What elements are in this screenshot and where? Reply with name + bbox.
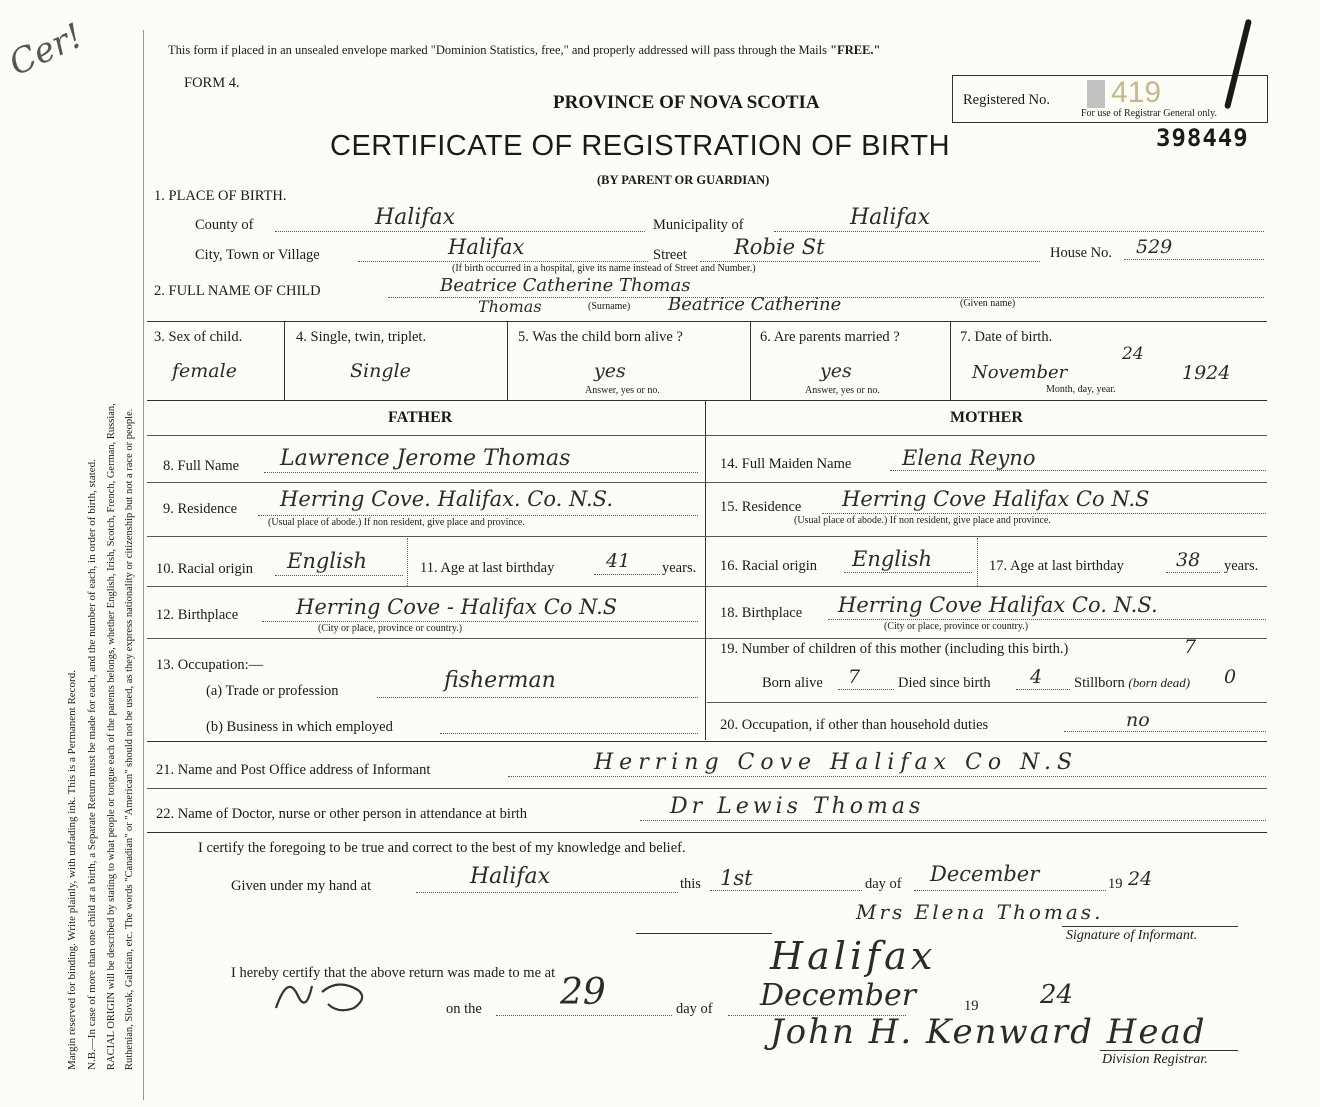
father-birthplace-label: 12. Birthplace — [156, 607, 239, 623]
mother-age-value: 38 — [1176, 549, 1201, 571]
county-value: Halifax — [375, 205, 456, 230]
father-heading: FATHER — [388, 409, 453, 426]
margin-note-nb: N.B.—In case of more than one child at a birth, a Separate Return must be made for each, and the number of each, in order of birth, stated. — [86, 459, 98, 1070]
informant-signature: Mrs Elena Thomas. — [856, 900, 1104, 924]
registrar-year-prefix: 19 — [964, 998, 979, 1014]
born-alive-value: yes — [594, 360, 626, 382]
margin-note-racial-origin-2: Ruthenian, Slovak, Galician, etc. The words "Canadian" or "American" should not be used, as they express nationality or citizenship but not a race or people. — [124, 408, 135, 1070]
child-name-value: Beatrice Catherine Thomas — [440, 275, 691, 296]
mother-age-label: 17. Age at last birthday — [989, 558, 1124, 574]
street-label: Street — [653, 247, 687, 263]
registered-number: 419 — [1111, 76, 1162, 109]
registrar-day-value: 29 — [560, 972, 606, 1013]
registrar-initials-mark — [268, 968, 388, 1018]
margin-note-racial-origin: RACIAL ORIGIN will be described by stating to what people or tongue each of the parents belongs, whether English, Irish, Scotch, French, German, Russian, — [106, 403, 117, 1070]
father-age-label: 11. Age at last birthday — [420, 560, 555, 576]
mother-birthplace-value: Herring Cove Halifax Co. N.S. — [838, 593, 1158, 617]
mother-residence-note: (Usual place of abode.) If non resident, give place and province. — [794, 515, 1051, 526]
mother-age-unit: years. — [1224, 558, 1259, 574]
child-surname-value: Thomas — [478, 297, 542, 316]
page-subtitle: (BY PARENT OR GUARDIAN) — [597, 173, 770, 187]
mother-children-value: 7 — [1184, 636, 1197, 658]
mother-children-label: 19. Number of children of this mother (including this birth.) — [720, 641, 1069, 657]
surname-note: (Surname) — [588, 301, 631, 312]
province-title: PROVINCE OF NOVA SCOTIA — [553, 92, 820, 113]
mother-racial-label: 16. Racial origin — [720, 558, 818, 574]
top-notice: This form if placed in an unsealed envelope marked "Dominion Statistics, free," and properly addressed will pass through the Mails "FREE." — [168, 43, 881, 57]
father-trade-label: (a) Trade or profession — [206, 683, 339, 699]
mother-residence-value: Herring Cove Halifax Co N.S — [842, 487, 1150, 511]
informant-value: Herring Cove Halifax Co N.S — [594, 750, 1079, 775]
sex-value: female — [172, 360, 237, 382]
day-of-label: day of — [865, 876, 902, 892]
plurality-value: Single — [350, 360, 411, 382]
registrar-signature-label: Division Registrar. — [1102, 1052, 1208, 1067]
certification-statement: I certify the foregoing to be true and correct to the best of my knowledge and belief. — [198, 840, 686, 856]
stillborn-count: 0 — [1224, 666, 1237, 688]
mother-birthplace-label: 18. Birthplace — [720, 605, 803, 621]
page-title: CERTIFICATE OF REGISTRATION OF BIRTH — [330, 130, 951, 162]
sex-label: 3. Sex of child. — [154, 329, 243, 345]
born-alive-question-label: 5. Was the child born alive ? — [518, 329, 683, 345]
father-age-unit: years. — [662, 560, 697, 576]
given-place-value: Halifax — [470, 864, 551, 889]
mother-heading: MOTHER — [950, 409, 1023, 426]
registered-stamp-block — [1087, 80, 1105, 108]
doctor-label: 22. Name of Doctor, nurse or other person in attendance at birth — [156, 806, 528, 822]
father-name-value: Lawrence Jerome Thomas — [280, 446, 571, 471]
died-since-birth-label: Died since birth — [898, 675, 991, 691]
registrar-signature: John H. Kenward Head — [770, 1012, 1207, 1052]
father-age-value: 41 — [606, 550, 631, 572]
father-name-label: 8. Full Name — [163, 458, 240, 474]
father-business-label: (b) Business in which employed — [206, 719, 393, 735]
house-number-label: House No. — [1050, 245, 1113, 261]
certification-year-value: 24 — [1128, 868, 1153, 890]
this-label: this — [680, 876, 701, 892]
registered-label: Registered No. — [963, 92, 1050, 108]
father-residence-note: (Usual place of abode.) If non resident, give place and province. — [268, 517, 525, 528]
municipality-value: Halifax — [850, 205, 931, 230]
parents-married-value: yes — [820, 360, 852, 382]
date-note: Month, day, year. — [1046, 384, 1116, 395]
hospital-note: (If birth occurred in a hospital, give its name instead of Street and Number.) — [452, 263, 756, 274]
died-since-birth-count: 4 — [1030, 666, 1043, 688]
father-birthplace-note: (City or place, province or country.) — [318, 623, 463, 634]
mother-occupation-value: no — [1126, 709, 1150, 731]
date-month-value: November — [972, 362, 1068, 383]
father-racial-value: English — [287, 549, 368, 573]
born-alive-label: Born alive — [762, 675, 823, 691]
plurality-label: 4. Single, twin, triplet. — [296, 329, 427, 345]
registrar-month-value: December — [760, 978, 917, 1013]
county-label: County of — [195, 217, 254, 233]
binding-margin-line — [143, 30, 144, 1100]
registrar-day-of-label: day of — [676, 1001, 713, 1017]
father-birthplace-value: Herring Cove - Halifax Co N.S — [296, 595, 618, 619]
date-day-value: 24 — [1122, 344, 1144, 364]
stillborn-label: Stillborn (born dead) — [1074, 675, 1191, 691]
mother-residence-label: 15. Residence — [720, 499, 802, 515]
child-name-label: 2. FULL NAME OF CHILD — [154, 283, 321, 299]
registered-box — [952, 75, 1268, 123]
place-of-birth-heading: 1. PLACE OF BIRTH. — [154, 188, 287, 204]
margin-note-binding: Margin reserved for binding. Write plainly, with unfading ink. This is a Permanent Record. — [66, 670, 78, 1070]
mother-name-value: Elena Reyno — [902, 446, 1036, 470]
registered-note: For use of Registrar General only. — [1081, 108, 1217, 119]
father-residence-label: 9. Residence — [163, 501, 238, 517]
street-value: Robie St — [734, 235, 825, 259]
given-name-note: (Given name) — [960, 298, 1016, 309]
certification-year-prefix: 19 — [1108, 876, 1123, 892]
father-occupation-label: 13. Occupation:— — [156, 657, 264, 673]
informant-label: 21. Name and Post Office address of Informant — [156, 762, 431, 778]
municipality-label: Municipality of — [653, 217, 744, 233]
father-residence-value: Herring Cove. Halifax. Co. N.S. — [280, 487, 613, 511]
corner-note: Cer! — [3, 15, 89, 85]
stamp-number: 398449 — [1156, 124, 1249, 152]
city-value: Halifax — [448, 235, 525, 259]
registrar-place-value: Halifax — [770, 934, 937, 978]
parents-married-note: Answer, yes or no. — [805, 385, 880, 396]
certification-month-value: December — [930, 862, 1040, 886]
given-under-hand-label: Given under my hand at — [231, 878, 372, 894]
doctor-value: Dr Lewis Thomas — [670, 794, 925, 819]
mother-name-label: 14. Full Maiden Name — [720, 456, 852, 472]
date-year-value: 1924 — [1182, 362, 1231, 384]
father-trade-value: fisherman — [444, 668, 556, 693]
mother-racial-value: English — [852, 547, 933, 571]
mother-occupation-label: 20. Occupation, if other than household duties — [720, 717, 989, 733]
mother-birthplace-note: (City or place, province or country.) — [884, 621, 1029, 632]
parents-married-label: 6. Are parents married ? — [760, 329, 900, 345]
date-of-birth-label: 7. Date of birth. — [960, 329, 1053, 345]
registrar-on-the-label: on the — [446, 1001, 482, 1017]
born-alive-count: 7 — [848, 666, 861, 688]
child-given-value: Beatrice Catherine — [668, 294, 842, 315]
informant-signature-label: Signature of Informant. — [1066, 928, 1198, 943]
certification-day-value: 1st — [720, 866, 753, 890]
form-number: FORM 4. — [184, 75, 240, 91]
born-alive-note: Answer, yes or no. — [585, 385, 660, 396]
house-number-value: 529 — [1136, 236, 1173, 258]
registrar-statement: I hereby certify that the above return was made to me at — [231, 965, 556, 981]
city-label: City, Town or Village — [195, 247, 320, 263]
father-racial-label: 10. Racial origin — [156, 561, 254, 577]
registrar-year-value: 24 — [1040, 980, 1074, 1010]
